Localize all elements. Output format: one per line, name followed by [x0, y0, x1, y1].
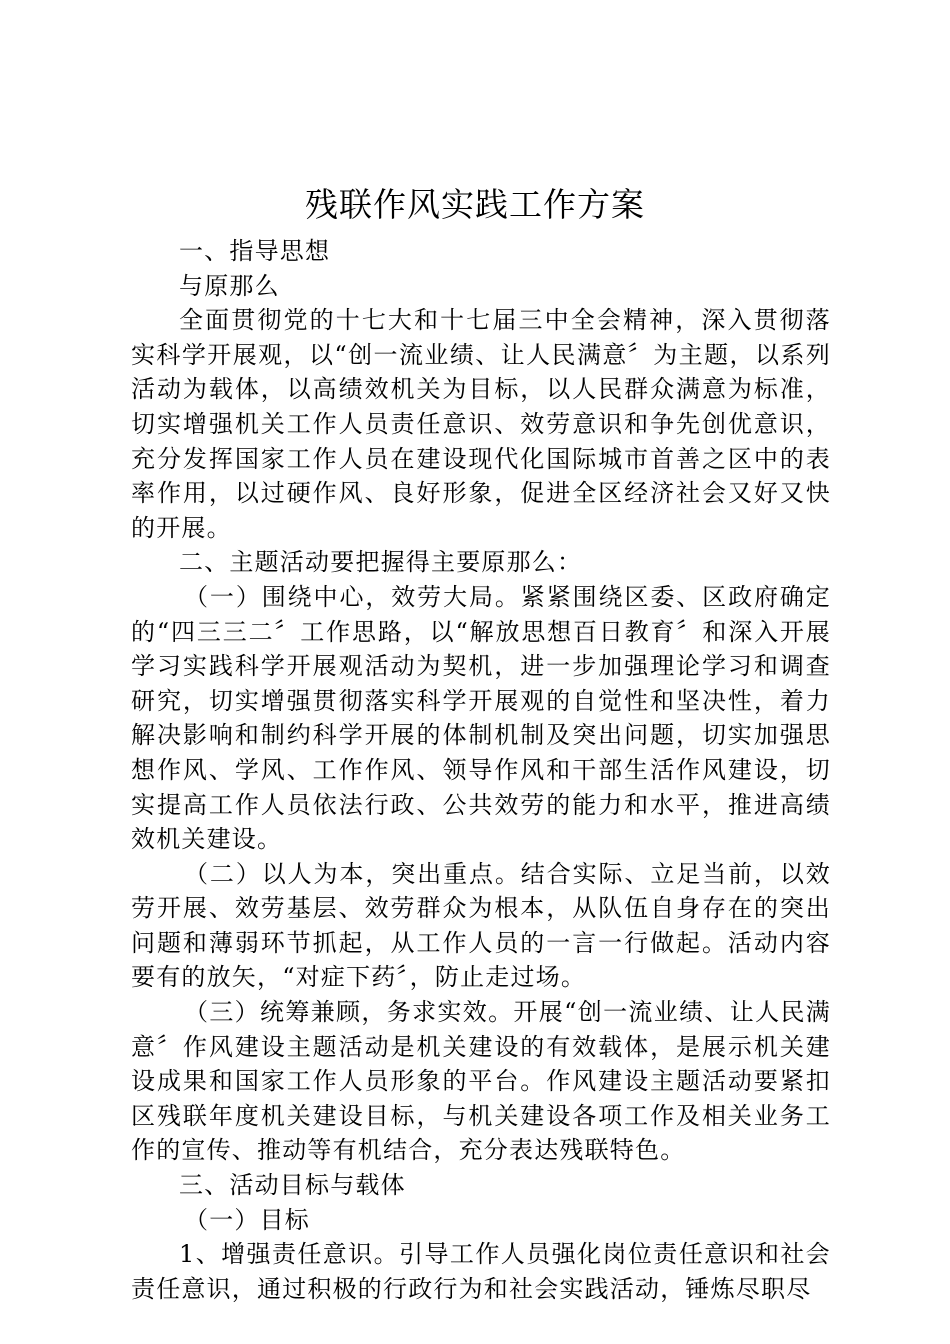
section-heading-principles: 与原那么 — [179, 271, 280, 300]
paragraph-guiding-ideology: 全面贯彻党的十七大和十七届三中全会精神，深入贯彻落实科学开展观，以“创一流业绩、让人民满意〞为主题，以系列活动为载体，以高绩效机关为目标，以人民群众满意为标准，切实增强机关工作人员责任意识、效劳意识和争先创优意识，充分发挥国家工作人员在建设现代化国际城市首善之区中的表率作用，以过硬作风、良好形象，促进全区经济社会又好又快的开展。 — [131, 306, 831, 542]
paragraph-principle-3: （三）统筹兼顾，务求实效。开展“创一流业绩、让人民满意〞作风建设主题活动是机关建设的有效载体，是展示机关建设成果和国家工作人员形象的平台。作风建设主题活动要紧扣区残联年度机关建设目标，与机关建设各项工作及相关业务工作的宣传、推动等有机结合，充分表达残联特色。 — [131, 998, 831, 1165]
section-heading-main-principles: 二、主题活动要把握得主要原那么： — [179, 548, 583, 577]
subsection-heading-goals: （一）目标 — [184, 1205, 310, 1234]
paragraph-principle-2: （二）以人为本，突出重点。结合实际、立足当前，以效劳开展、效劳基层、效劳群众为根本，从队伍自身存在的突出问题和薄弱环节抓起，从工作人员的一言一行做起。活动内容要有的放矢，“对症下药〞，防止走过场。 — [131, 859, 831, 992]
paragraph-principle-1: （一）围绕中心，效劳大局。紧紧围绕区委、区政府确定的“四三三二〞工作思路，以“解放思想百日教育〞和深入开展学习实践科学开展观活动为契机，进一步加强理论学习和调查研究，切实增强贯彻落实科学开展观的自觉性和坚决性，着力解决影响和制约科学开展的体制机制及突出问题，切实加强思想作风、学风、工作作风、领导作风和干部生活作风建设，切实提高工作人员依法行政、公共效劳的能力和水平，推进高绩效机关建设。 — [131, 582, 831, 854]
section-heading-guiding-ideology: 一、指导思想 — [179, 237, 331, 265]
document-body — [131, 234, 831, 1306]
section-heading-goals-and-carriers: 三、活动目标与载体 — [179, 1171, 406, 1200]
paragraph-goal-1: 1、增强责任意识。引导工作人员强化岗位责任意识和社会责任意识，通过积极的行政行为和社会实践活动，锤炼尽职尽 — [131, 1240, 831, 1303]
document-title: 残联作风实践工作方案 — [305, 185, 645, 224]
